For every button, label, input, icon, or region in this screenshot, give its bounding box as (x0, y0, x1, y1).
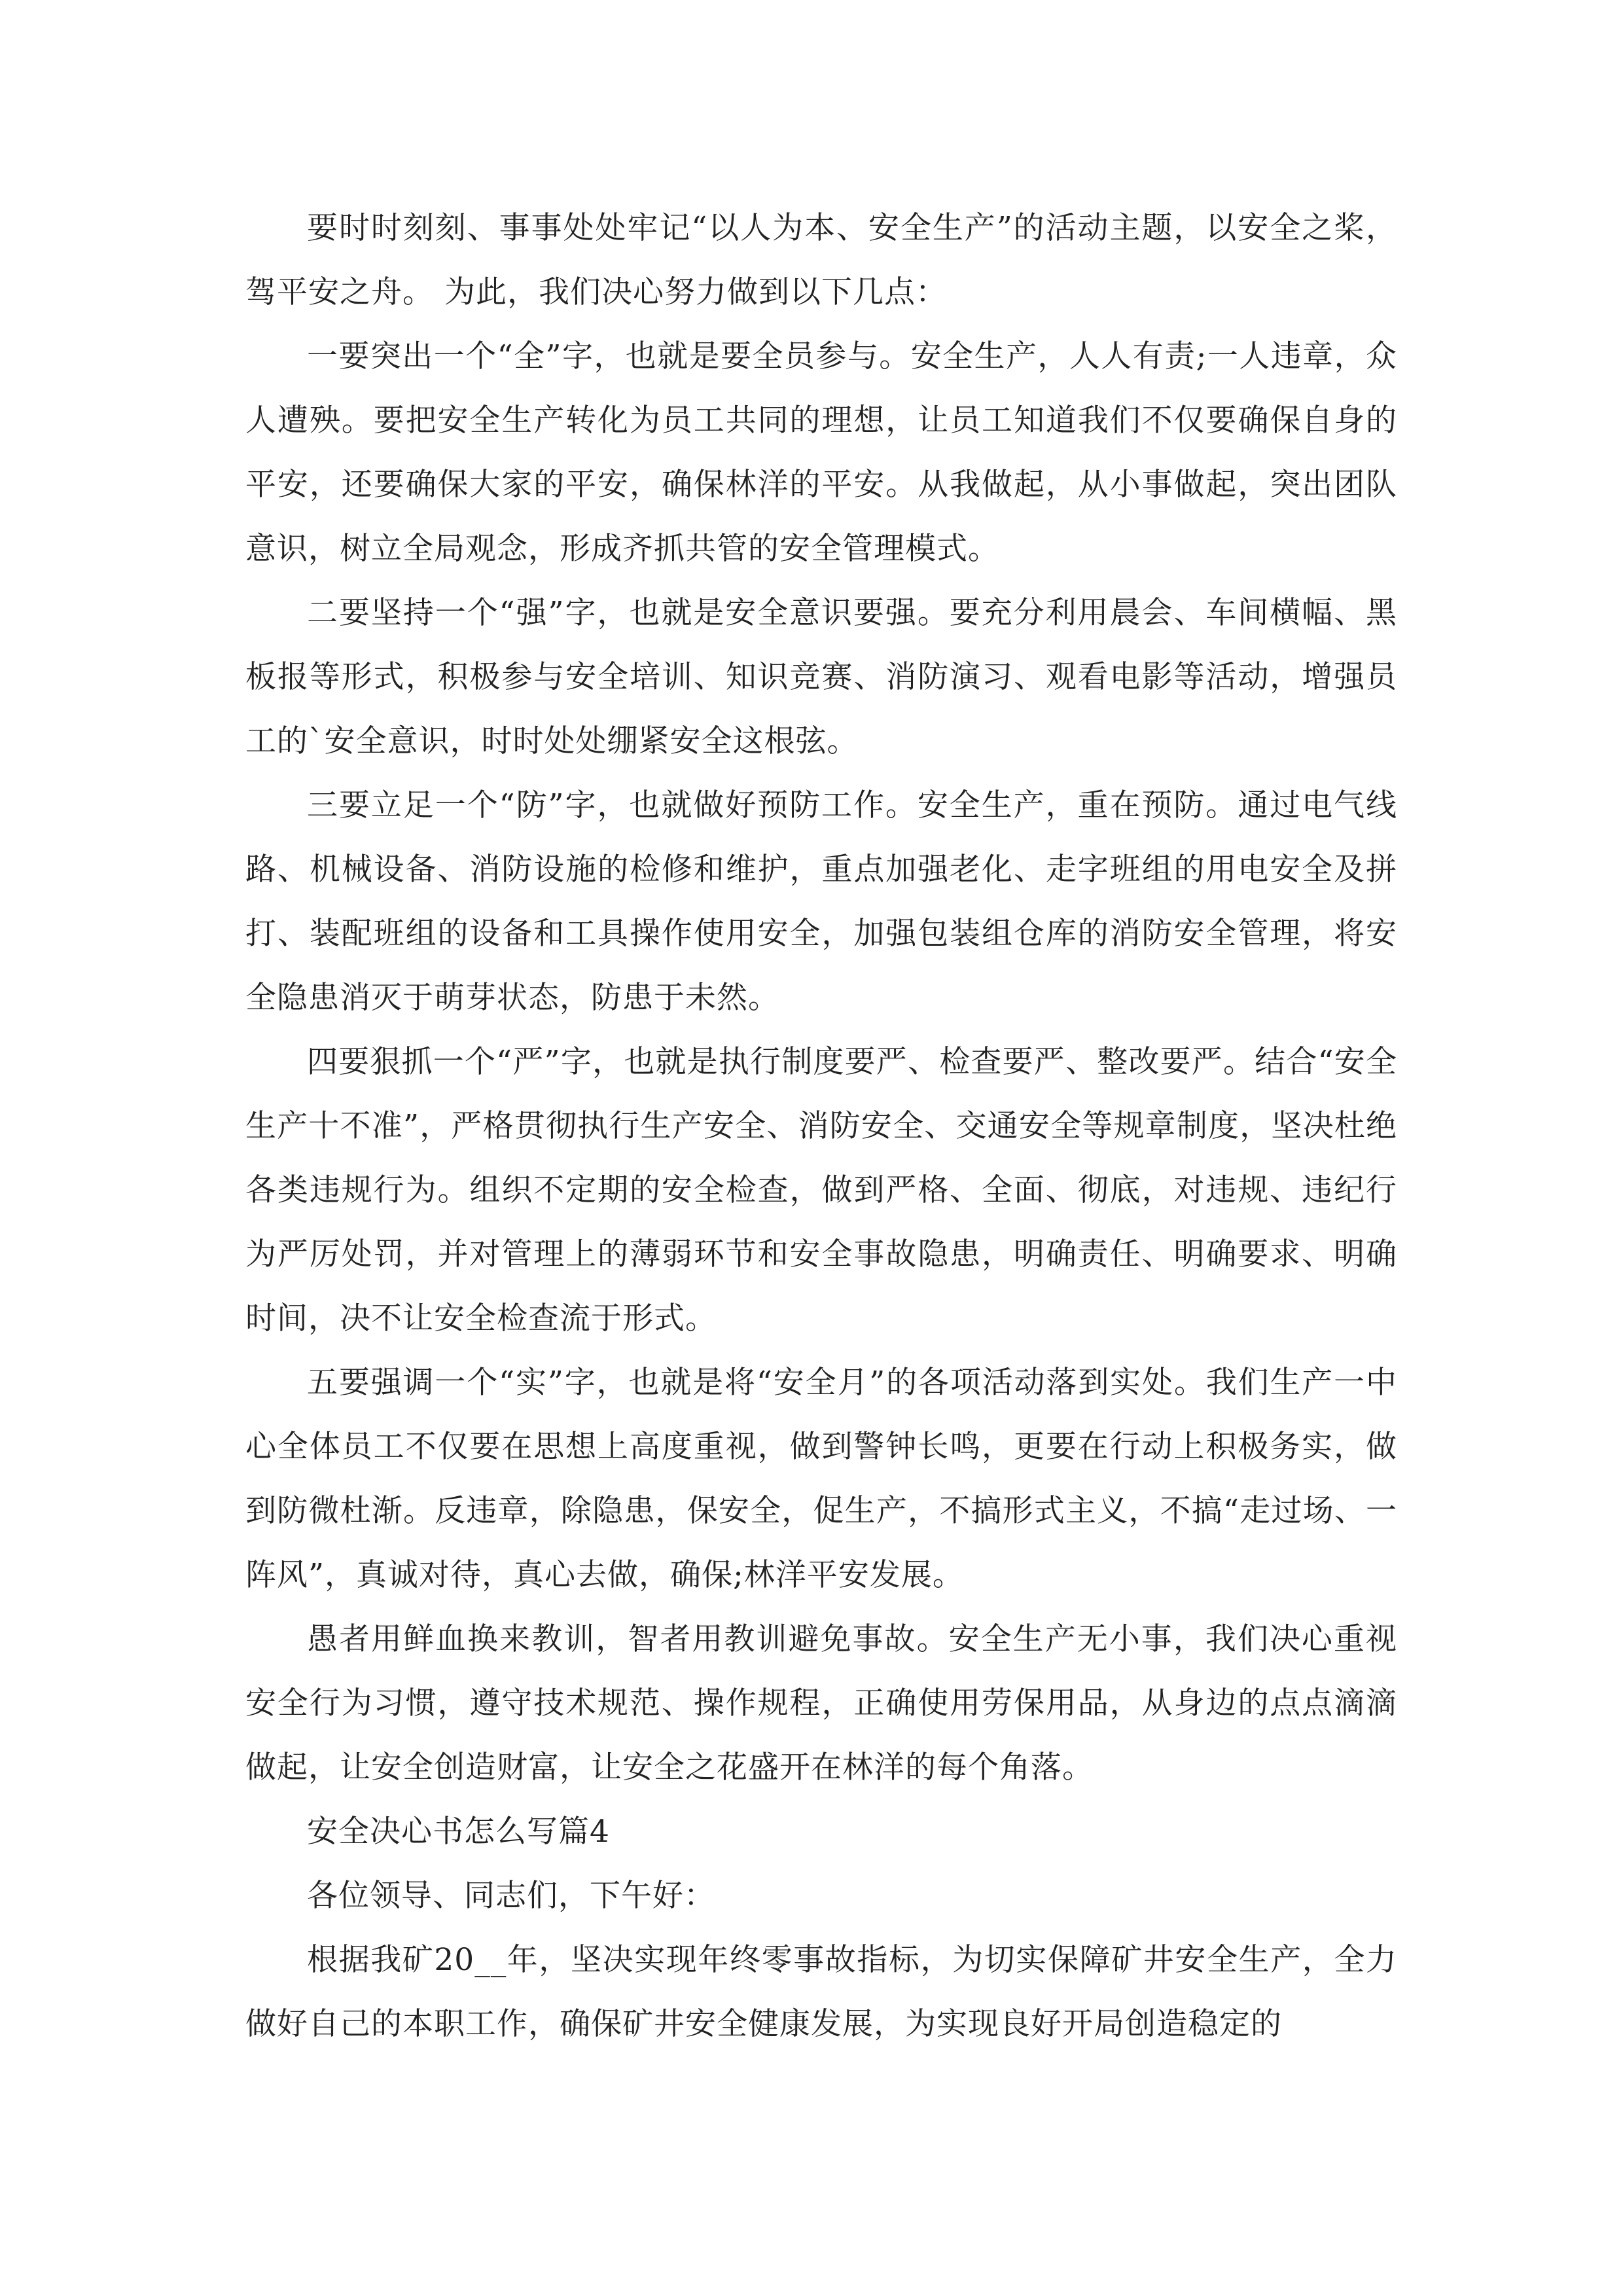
paragraph-point-1: 一要突出一个“全”字，也就是要全员参与。安全生产，人人有责;一人违章，众人遭殃。要把安全生产转化为员工共同的理想，让员工知道我们不仅要确保自身的平安，还要确保大家的平安，确保林洋的平安。从我做起，从小事做起，突出团队意识，树立全局观念，形成齐抓共管的安全管理模式。 (245, 338, 1397, 567)
paragraph-point-4: 四要狠抓一个“严”字，也就是执行制度要严、检查要严、整改要严。结合“安全生产十不准”，严格贯彻执行生产安全、消防安全、交通安全等规章制度，坚决杜绝各类违规行为。组织不定期的安全检查，做到严格、全面、彻底，对违规、违纪行为严厉处罚，并对管理上的薄弱环节和安全事故隐患，明确责任、明确要求、明确时间，决不让安全检查流于形式。 (245, 1044, 1397, 1336)
greeting: 各位领导、同志们，下午好： (307, 1878, 715, 1914)
document-body (245, 196, 1397, 2056)
paragraph-point-3: 三要立足一个“防”字，也就做好预防工作。安全生产，重在预防。通过电气线路、机械设备、消防设施的检修和维护，重点加强老化、走字班组的用电安全及拼打、装配班组的设备和工具操作使用安全，加强包装组仓库的消防安全管理，将安全隐患消灭于萌芽状态，防患于未然。 (245, 787, 1397, 1016)
paragraph-point-2: 二要坚持一个“强”字，也就是安全意识要强。要充分利用晨会、车间横幅、黑板报等形式，积极参与安全培训、知识竞赛、消防演习、观看电影等活动，增强员工的`安全意识，时时处处绷紧安全这根弦。 (245, 595, 1397, 759)
section-title: 安全决心书怎么写篇4 (307, 1814, 610, 1850)
paragraph-final: 根据我矿20__年，坚决实现年终零事故指标，为切实保障矿井安全生产，全力做好自己的本职工作，确保矿井安全健康发展，为实现良好开局创造稳定的 (245, 1942, 1397, 2042)
paragraph-intro: 要时时刻刻、事事处处牢记“以人为本、安全生产”的活动主题，以安全之桨，驾平安之舟。 为此，我们决心努力做到以下几点： (245, 210, 1397, 310)
paragraph-conclusion: 愚者用鲜血换来教训，智者用教训避免事故。安全生产无小事，我们决心重视安全行为习惯，遵守技术规范、操作规程，正确使用劳保用品，从身边的点点滴滴做起，让安全创造财富，让安全之花盛开在林洋的每个角落。 (245, 1621, 1397, 1785)
paragraph-point-5: 五要强调一个“实”字，也就是将“安全月”的各项活动落到实处。我们生产一中心全体员工不仅要在思想上高度重视，做到警钟长鸣，更要在行动上积极务实，做到防微杜渐。反违章，除隐患，保安全，促生产，不搞形式主义，不搞“走过场、一阵风”，真诚对待，真心去做，确保;林洋平安发展。 (245, 1365, 1397, 1593)
